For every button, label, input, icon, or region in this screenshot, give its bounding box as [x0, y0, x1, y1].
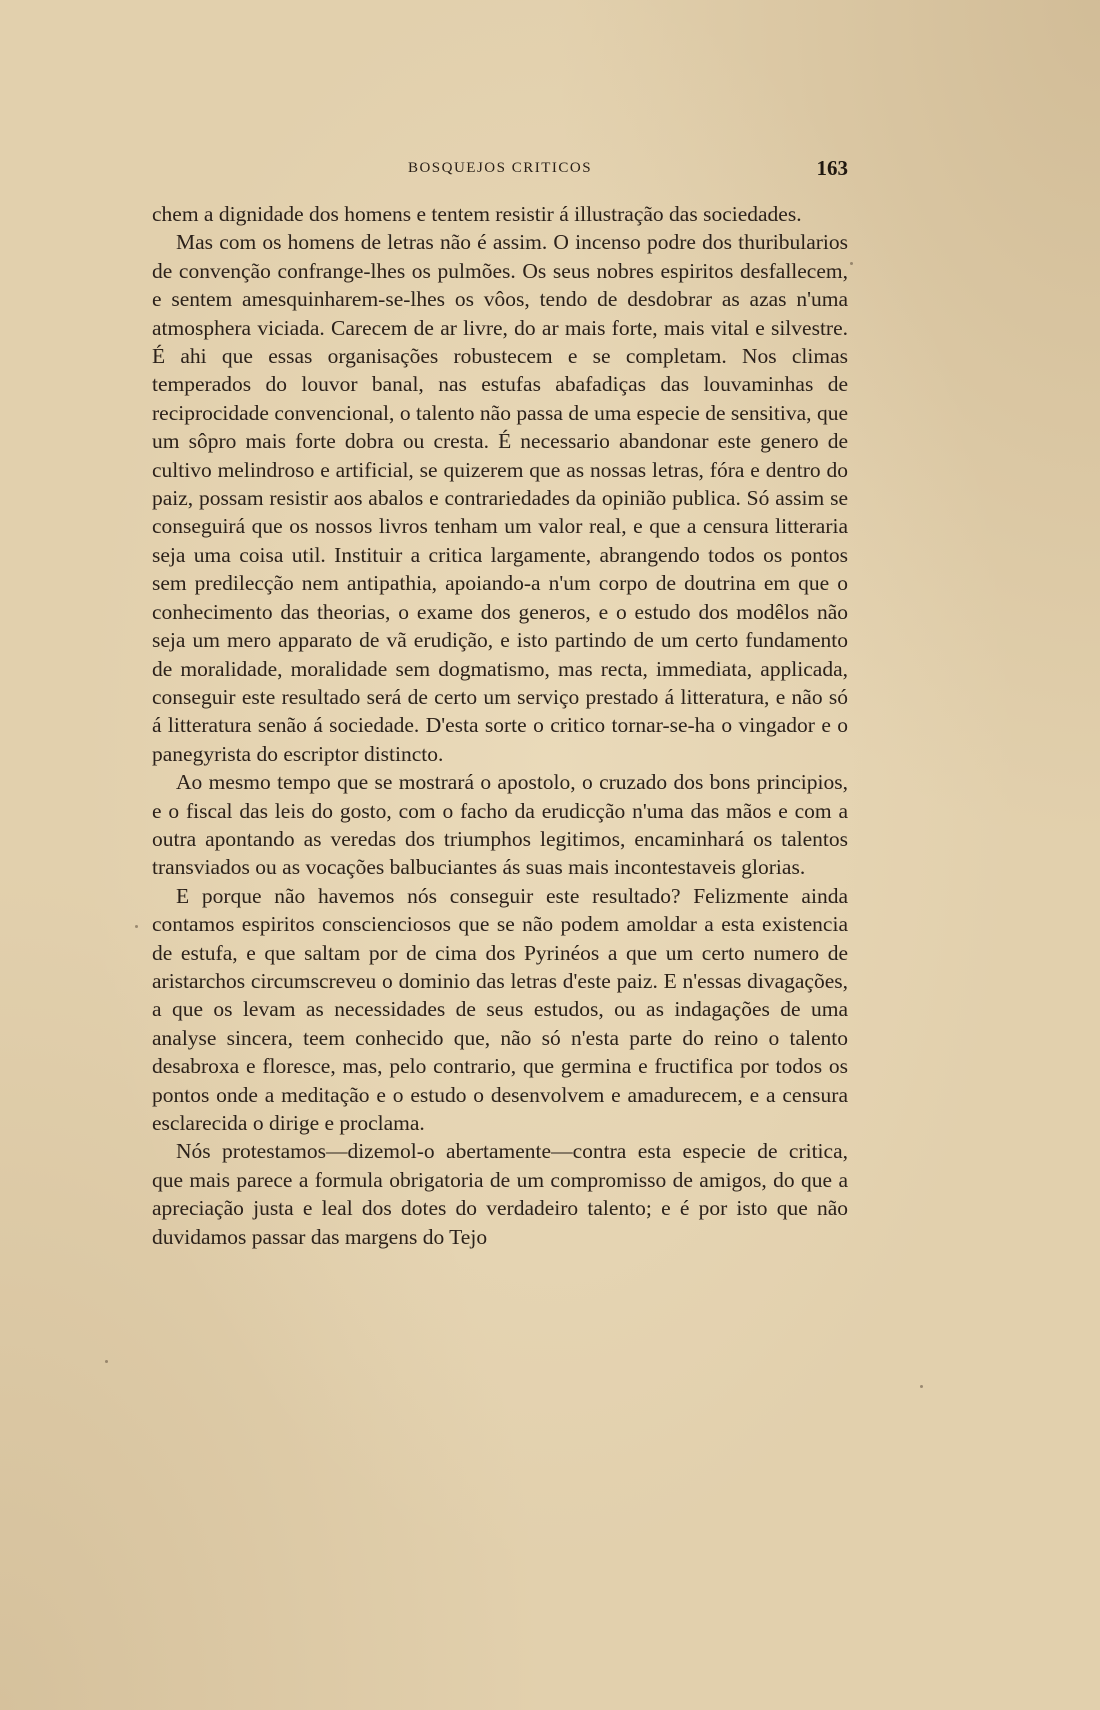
running-title: BOSQUEJOS CRITICOS [407, 160, 593, 176]
paper-speck [850, 262, 853, 265]
page-number: 163 [816, 156, 848, 180]
paragraph: Nós protestamos—dizemol-o abertamente—contra esta especie de critica, que mais parece a formula obrigatoria de um compromisso de amigos, do que a apreciação justa e leal dos dotes do verdadeiro talento; e é por isto que não duvidamos passar das margens do Tejo [152, 1139, 848, 1249]
paragraph: Ao mesmo tempo que se mostrará o apostolo, o cruzado dos bons principios, e o fiscal das leis do gosto, com o facho da erudicção n'uma das mãos e com a outra apontando as veredas dos triumphos legitimos, encaminhará os talentos transviados ou as vocações balbuciantes ás suas mais incontestaveis glorias. [152, 770, 848, 880]
paper-speck [135, 925, 138, 928]
paragraph: E porque não havemos nós conseguir este resultado? Felizmente ainda contamos espiritos conscienciosos que se não podem amoldar a esta existencia de estufa, e que saltam por de cima dos Pyrinéos a que um certo numero de aristarchos circumscreveu o dominio das letras d'este paiz. E n'essas divagações, a que os levam as necessidades de seus estudos, ou as indagações de uma analyse sincera, teem conhecido que, não só n'esta parte do reino o talento desabroxa e floresce, mas, pelo contrario, que germina e fructifica por todos os pontos onde a meditação e o estudo o desenvolvem e amadurecem, e a censura esclarecida o dirige e proclama. [152, 883, 848, 1135]
paper-speck [105, 1360, 108, 1363]
running-head [152, 156, 848, 184]
body-text [152, 200, 848, 1251]
paragraph-continuation: chem a dignidade dos homens e tentem resistir á illustração das sociedades. [152, 202, 802, 226]
paragraph: Mas com os homens de letras não é assim. O incenso podre dos thuribularios de convenção confrange-lhes os pulmões. Os seus nobres espiritos desfallecem, e sentem amesquinharem-se-lhes os vôos, tendo de desdobrar as azas n'uma atmosphera viciada. Carecem de ar livre, do ar mais forte, mais vital e silvestre. É ahi que essas organisações robustecem e se completam. Nos climas temperados do louvor banal, nas estufas abafadiças das louvaminhas de reciprocidade convencional, o talento não passa de uma especie de sensitiva, que um sôpro mais forte dobra ou cresta. É necessario abandonar este genero de cultivo melindroso e artificial, se quizerem que as nossas letras, fóra e dentro do paiz, possam resistir aos abalos e contrariedades da opinião publica. Só assim se conseguirá que os nossos livros tenham um valor real, e que a censura litteraria seja uma coisa util. Instituir a critica largamente, abrangendo todos os pontos sem predilecção nem antipathia, apoiando-a n'um corpo de doutrina em que o conhecimento das theorias, o exame dos generos, e o estudo dos modêlos não seja um mero apparato de vã erudição, e isto partindo de um certo fundamento de moralidade, moralidade sem dogmatismo, mas recta, immediata, applicada, conseguir este resultado será de certo um serviço prestado á litteratura, e não só á litteratura senão á sociedade. D'esta sorte o critico tornar-se-ha o vingador e o panegyrista do escriptor distincto. [152, 230, 848, 766]
paper-speck [920, 1385, 923, 1388]
